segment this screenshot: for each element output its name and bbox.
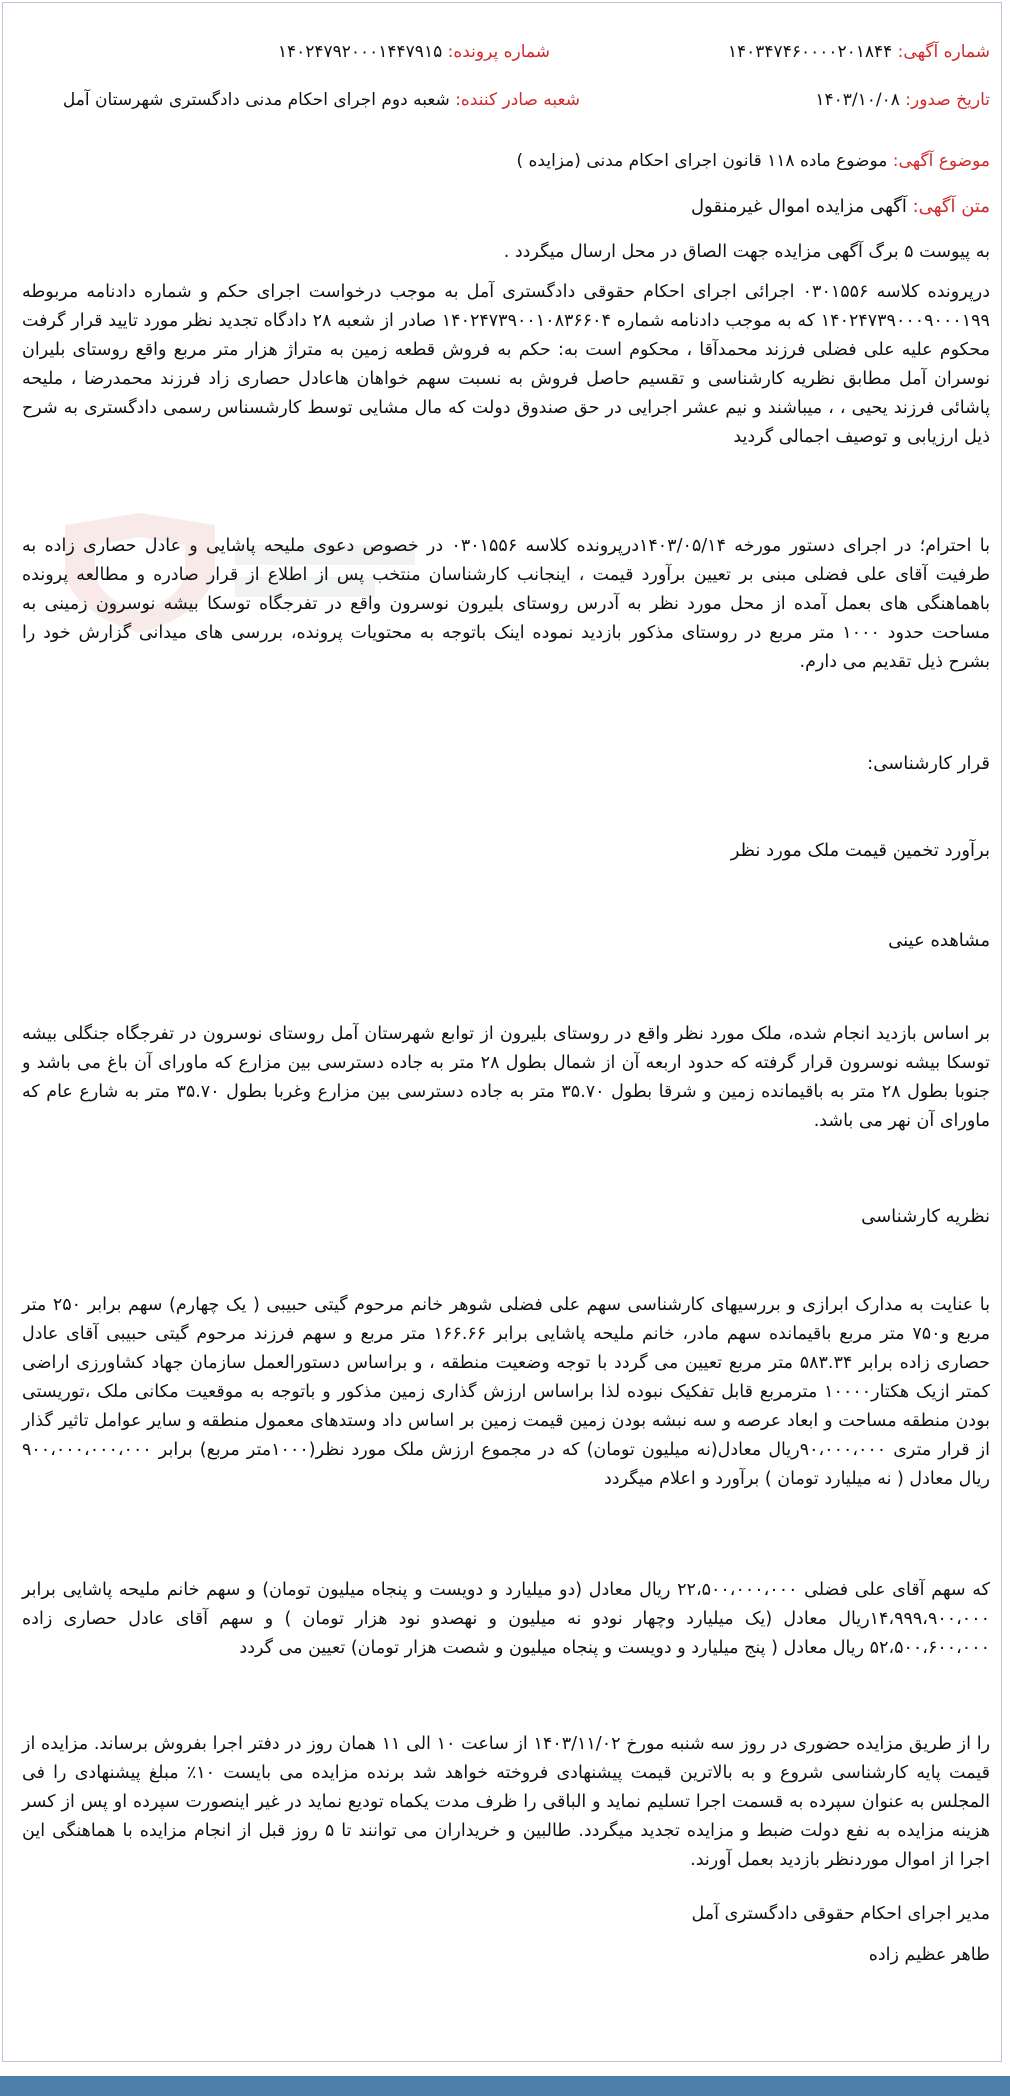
issuer-field	[63, 90, 580, 110]
opinion-heading: نظریه کارشناسی	[861, 1206, 990, 1227]
text-title-field	[691, 196, 990, 217]
opinion-paragraph: با عنایت به مدارک ابرازی و بررسیهای کارشناسی سهم علی فضلی شوهر خانم مرحوم گیتی حبیبی ( یک چهارم) سهم برابر ۲۵۰ متر مربع و۷۵۰ متر مربع باقیمانده سهم مادر، خانم ملیحه پاشایی برابر ۱۶۶.۶۶ متر مربع و سهم فرزند مرحوم گیتی حبیبی آقای عادل حصاری زاده برابر ۵۸۳.۳۴ متر مربع تعیین می گردد با توجه وضعیت منطقه ، و براساس دستورالعمل سازمان جهاد کشاورزی اراضی کمتر ازیک هکتار۱۰۰۰۰ مترمربع قابل تفکیک نبوده لذا براساس ارزش گذاری زمین مذکور و باتوجه به موقعیت مکانی ملک ،توریستی بودن منطقه مساحت و ابعاد عرصه و سه نبشه بودن زمین قیمت زمین بر اساس داد وستدهای معمول منطقه و سایر عوامل تاثیر گذار از قرار متری ۹۰،۰۰۰،۰۰۰ریال معادل(نه میلیون تومان) که در مجموع ارزش ملک مورد نظر(۱۰۰۰متر مربع) برابر ۹۰۰،۰۰۰،۰۰۰،۰۰۰ ریال معادل ( نه میلیارد تومان ) برآورد و اعلام میگردد	[22, 1295, 991, 1489]
bottom-bar	[0, 2070, 1010, 2096]
text-label: متن آگهی:	[912, 196, 990, 217]
issue-date: ۱۴۰۳/۱۰/۰۸	[815, 90, 900, 110]
subject-field	[516, 151, 990, 171]
auction-paragraph: را از طریق مزایده حضوری در روز سه شنبه مورخ ۱۴۰۳/۱۱/۰۲ از ساعت ۱۰ الی ۱۱ همان روز در دفتر اجرا بفروش برساند. مزایده از قیمت پایه کارشناسی شروع و به بالاترین قیمت پیشنهادی فروخته خواهد شد برنده مزایده می بایست ۱۰٪ مبلغ پیشنهادی را فی المجلس به عنوان سپرده به قسمت اجرا تسلیم نماید و الباقی را ظرف مدت یکماه تودیع نماید در غیر اینصورت سپرده او پس از کسر هزینه مزایده به نفع دولت ضبط و مزایده تجدید میگردد. طالبین و خریداران می توانند تا ۵ روز قبل از انجام مزایده با هماهنگی این اجرا از اموال موردنظر بازدید بعمل آورند.	[22, 1734, 991, 1870]
notice-number-field	[728, 42, 990, 62]
attachment-note: به پیوست ۵ برگ آگهی مزایده جهت الصاق در محل ارسال میگردد .	[503, 242, 990, 262]
signer-title: مدیر اجرای احکام حقوقی دادگستری آمل	[691, 1904, 990, 1924]
signer-name: طاهر عظیم زاده	[868, 1945, 990, 1965]
case-number-label: شماره پرونده:	[447, 42, 550, 62]
issuer-label: شعبه صادر کننده:	[455, 90, 580, 110]
observation-paragraph: بر اساس بازدید انجام شده، ملک مورد نظر واقع در روستای بلیرون از توابع شهرستان آمل روستای نوسرون در تفرجگاه جنگلی بیشه توسکا بیشه نوسرون قرار گرفته که حدود اربعه آن از شمال بطول ۲۸ متر به جاده دسترسی بین مزارع که ماورای آن باغ می باشد و جنوبا بطول ۲۸ متر به باقیمانده زمین و شرقا بطول ۳۵.۷۰ متر به جاده دسترسی بین مزارع وغربا بطول ۳۵.۷۰ متر به شارع عام که ماورای آن نهر می باشد.	[22, 1024, 991, 1131]
decision-heading: قرار کارشناسی:	[867, 753, 990, 774]
notice-number-label: شماره آگهی:	[897, 42, 990, 62]
observation-heading: مشاهده عینی	[888, 930, 990, 951]
estimate-heading: برآورد تخمین قیمت ملک مورد نظر	[730, 840, 990, 861]
issue-date-field	[815, 90, 990, 110]
subject-label: موضوع آگهی:	[892, 151, 990, 171]
subject: موضوع ماده ۱۱۸ قانون اجرای احکام مدنی (مزایده )	[516, 151, 888, 171]
issue-date-label: تاریخ صدور:	[905, 90, 990, 110]
intro-paragraph: درپرونده کلاسه ۰۳۰۱۵۵۶ اجرائی اجرای احکام حقوقی دادگستری آمل به موجب درخواست اجرای حکم و شماره دادنامه مربوطه ۱۴۰۲۴۷۳۹۰۰۰۹۰۰۰۱۹۹ که به موجب دادنامه شماره ۱۴۰۲۴۷۳۹۰۰۱۰۸۳۶۶۰۴ صادر از شعبه ۲۸ دادگاه تجدید نظر مورد تایید قرار گرفت محکوم علیه علی فضلی فرزند محمدآقا ، محکوم است به: حکم به فروش قطعه زمین به متراژ هزار متر مربع واقع روستای بلیران نوسران آمل مطابق نظریه کارشناسی و تقسیم حاصل فروش به نسبت سهم خواهان هاعادل حصاری زاد فرزند محمدرضا ، ملیحه پاشائی فرزند یحیی ، ، میباشند و نیم عشر اجرایی در حق صندوق دولت که مال مشایی توسط کارشسناس رسمی دادگستری به شرح ذیل ارزیابی و توصیف اجمالی گردید	[22, 282, 990, 447]
text-title: آگهی مزایده اموال غیرمنقول	[690, 196, 907, 217]
issuer: شعبه دوم اجرای احکام مدنی دادگستری شهرستان آمل	[62, 90, 450, 110]
notice-number: ۱۴۰۳۴۷۴۶۰۰۰۰۲۰۱۸۴۴	[727, 42, 893, 62]
shares-paragraph: که سهم آقای علی فضلی ۲۲،۵۰۰،۰۰۰،۰۰۰ ریال معادل (دو میلیارد و دویست و پنجاه میلیون تومان) و سهم خانم ملیحه پاشایی برابر ۱۴،۹۹۹،۹۰۰،۰۰۰ریال معادل (یک میلیارد وچهار نودو نه میلیون و نهصدو نود هزار تومان ) و سهم آقای عادل حصاری زاده ۵۲،۵۰۰،۶۰۰،۰۰۰ ریال معادل ( پنج میلیارد و دویست و پنجاه میلیون و شصت هزار تومان) تعیین می گردد	[22, 1580, 990, 1658]
case-number: ۱۴۰۲۴۷۹۲۰۰۰۱۴۴۷۹۱۵	[277, 42, 443, 62]
case-number-field	[278, 42, 550, 62]
expert-intro-paragraph: با احترام؛ در اجرای دستور مورخه ۱۴۰۳/۰۵/۱۴درپرونده کلاسه ۰۳۰۱۵۵۶ در خصوص دعوی ملیحه پاشایی و عادل حصاری زاده به طرفیت آقای علی فضلی مبنی بر تعیین برآورد قیمت ، اینجانب کارشناسان منتخب پس از اطلاع از قرار صادره و مطالعه پرونده باهماهنگی های بعمل آمده از محل مورد نظر به آدرس روستای بلیرون نوسرون واقع در تفرجگاه توسکا بیشه نوسرون زمینی به مساحت حدود ۱۰۰۰ متر مربع در روستای مذکور بازدید نموده اینک باتوجه به محتویات پرونده، بررسی های میدانی گزارش خود را بشرح ذیل تقدیم می دارم.	[22, 536, 990, 672]
